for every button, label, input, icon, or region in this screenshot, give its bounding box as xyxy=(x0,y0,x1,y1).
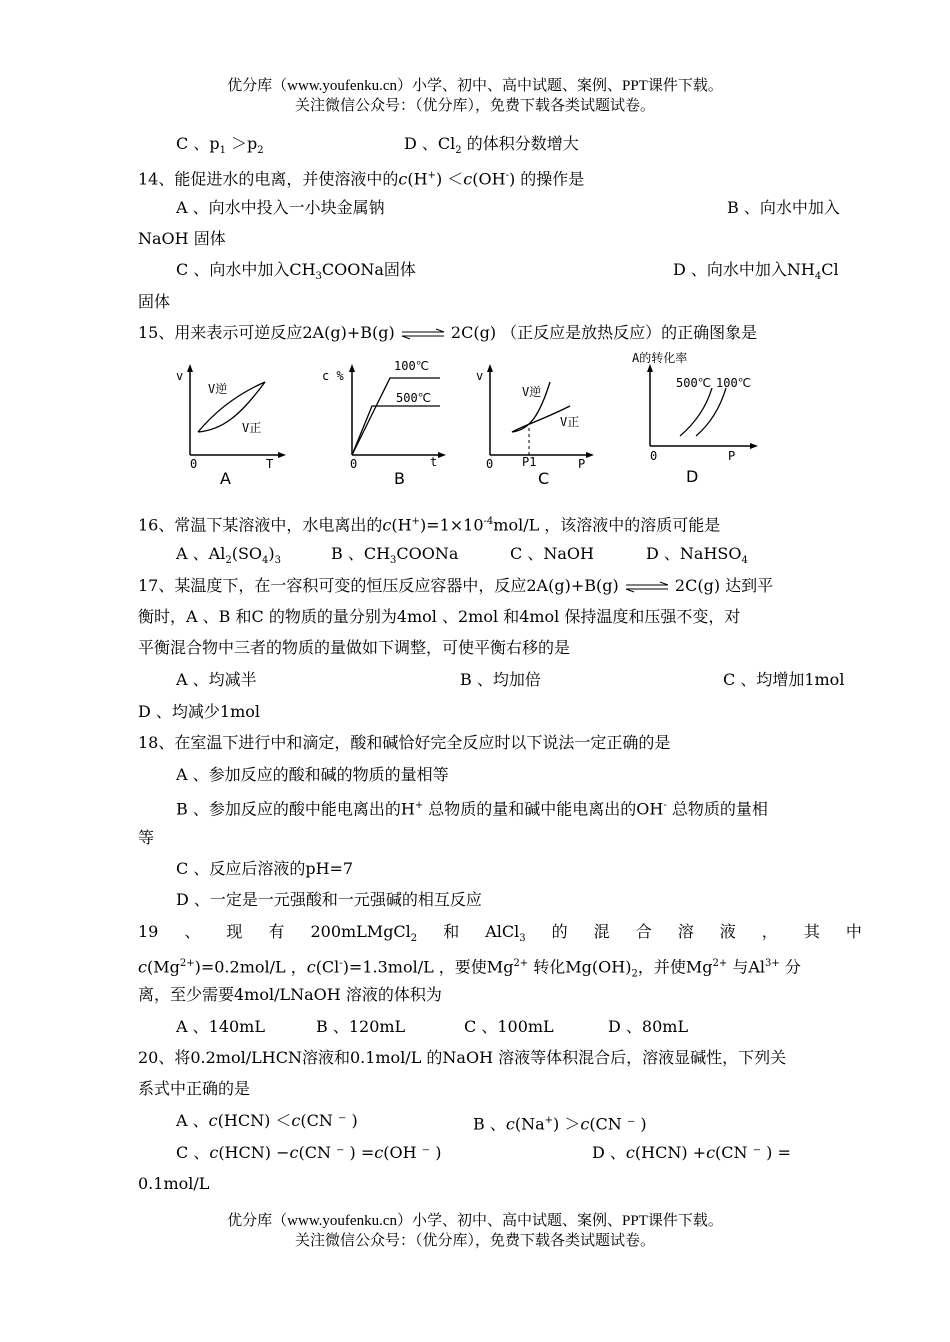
q19-options: A 、140mL B 、120mL C 、100mL D 、80mL xyxy=(176,1017,689,1036)
graph-a xyxy=(170,360,290,494)
graph-a-x-arrow-icon xyxy=(278,452,286,458)
q17-option-a: A 、均减半 xyxy=(176,670,257,689)
graph-c-x-label: P xyxy=(578,457,586,471)
q14-option-b: B 、向水中加入 xyxy=(727,198,840,217)
graph-d-x-arrow-icon xyxy=(750,443,758,449)
graph-a-y-arrow-icon xyxy=(187,364,193,372)
q18-option-b: B 、参加反应的酸中能电离出的H+ 总物质的量和碱中能电离出的OH- 总物质的量相 xyxy=(176,799,768,819)
graph-b-x-label: t xyxy=(430,455,438,469)
graph-d xyxy=(630,352,770,496)
footer-line-1: 优分库（www.youfenku.cn）小学、初中、高中试题、案例、PPT课件下载。 xyxy=(227,1213,723,1229)
graph-b-y-arrow-icon xyxy=(349,364,355,372)
header-line-2: 关注微信公众号：（优分库），免费下载各类试题试卷。 xyxy=(294,98,655,114)
graph-c-letter: C xyxy=(538,469,550,488)
q16-stem: 16、常温下某溶液中，水电离出的$c(H^+)=1\times 10^{-4}mol/L$ ，该溶液中的溶质可能是 xyxy=(138,515,721,535)
q14-option-b-wrap: NaOH 固体 xyxy=(138,229,226,248)
q18-option-b-wrap: 等 xyxy=(138,828,155,847)
graph-d-curve-500 xyxy=(680,388,712,436)
q17-option-b: B 、均加倍 xyxy=(460,670,541,689)
q14-option-a: A 、向水中投入一小块金属钠 xyxy=(176,198,385,217)
graph-b-line-500 xyxy=(352,406,440,455)
graph-b-origin: 0 xyxy=(350,457,358,471)
graph-a-fwd-label: V正 xyxy=(242,421,262,435)
graph-b xyxy=(322,360,452,494)
equilibrium-arrow-icon xyxy=(400,328,446,340)
graph-d-100-label: 100℃ xyxy=(716,376,752,390)
graph-c-fwd-label: V正 xyxy=(560,415,580,429)
graph-c-y-label: v xyxy=(476,369,484,383)
q20-options-ab: A 、c(HCN) ＜c(CN ⁻ ) B 、c(Na+) ＞c(CN ⁻ ) xyxy=(176,1111,647,1134)
q15-stem: 15、用来表示可逆反应2A(g)+B(g) 2C(g) （正反应是放热反应）的正确图象是 xyxy=(138,323,758,342)
graph-c-x-arrow-icon xyxy=(586,452,594,458)
graph-a-rev-label: V逆 xyxy=(208,382,228,396)
header-line-1: 优分库（www.youfenku.cn）小学、初中、高中试题、案例、PPT课件下载。 xyxy=(227,78,723,94)
graph-d-x-label: P xyxy=(728,449,736,463)
q19-line-3: 离，至少需要4mol/LNaOH 溶液的体积为 xyxy=(138,985,442,1004)
q20-option-d-wrap: 0.1mol/L xyxy=(138,1174,210,1193)
q18-option-d: D 、一定是一元强酸和一元强碱的相互反应 xyxy=(176,890,482,909)
footer-line-2: 关注微信公众号：（优分库），免费下载各类试题试卷。 xyxy=(294,1233,655,1249)
graph-b-x-arrow-icon xyxy=(438,452,446,458)
graph-a-y-label: v xyxy=(176,369,184,383)
graph-c-y-arrow-icon xyxy=(487,364,493,372)
q14-stem: 14、能促进水的电离，并使溶液中的c(H+) ＜c(OH-) 的操作是 xyxy=(138,169,585,189)
graph-c-plot xyxy=(472,360,602,490)
graph-b-500-label: 500℃ xyxy=(396,391,432,405)
graph-d-plot xyxy=(630,352,770,492)
equilibrium-arrow-icon xyxy=(624,581,670,593)
graph-d-title: A的转化率 xyxy=(632,351,688,365)
graph-b-letter: B xyxy=(394,469,405,488)
q14-option-d: D 、向水中加入$NH_4Cl$ xyxy=(673,260,839,283)
graph-b-plot xyxy=(322,360,452,490)
graph-d-500-label: 500℃ xyxy=(676,376,712,390)
q17-line-2: 衡时，A 、B 和C 的物质的量分别为4mol 、2mol 和4mol 保持温度和压强不变，对 xyxy=(138,607,741,626)
graph-b-y-label: c % xyxy=(322,369,344,383)
graph-c-origin: 0 xyxy=(486,457,494,471)
q16-options: A 、$Al_2(SO_4)_3$ B 、$CH_3COONa$ C 、NaOH D 、NaHSO$_4$ xyxy=(176,544,748,567)
graph-c-rev-label: V逆 xyxy=(522,385,542,399)
q14-option-d-wrap: 固体 xyxy=(138,292,171,311)
q19-line-1: 19 、 现 有 200mLMgCl$_2$ 和 AlCl$_3$ 的 混 合 溶 液 ， 其 中 xyxy=(138,922,862,945)
q18-option-a: A 、参加反应的酸和碱的物质的量相等 xyxy=(176,765,449,784)
graph-a-plot xyxy=(170,360,290,490)
q13-options-cd: C 、$p_1 >p_2$ D 、$Cl_2$ 的体积分数增大 xyxy=(176,134,579,157)
graph-b-100-label: 100℃ xyxy=(394,359,430,373)
graph-c-p1-label: P1 xyxy=(522,455,537,469)
q17-option-d: D 、均减少1mol xyxy=(138,702,261,721)
q19-line-2: $c(Mg^{2+})=0.2mol/L$ ，c(Cl-)=1.3mol/L ，要使$Mg^{2+}$ 转化$Mg(OH)_2$，并使$Mg^{2+}$ 与$Al^{3+}$ 分 xyxy=(138,957,801,980)
q17-option-c: C 、均增加1mol xyxy=(723,670,845,689)
graph-d-letter: D xyxy=(686,467,699,486)
graph-b-line-100 xyxy=(352,378,440,455)
graph-d-y-arrow-icon xyxy=(647,364,653,372)
q20-stem-2: 系式中正确的是 xyxy=(138,1079,251,1098)
graph-d-origin: 0 xyxy=(650,449,658,463)
graph-a-letter: A xyxy=(220,469,231,488)
graph-c xyxy=(472,360,602,494)
q18-option-c: C 、反应后溶液的pH=7 xyxy=(176,859,354,878)
q14-option-c: C 、向水中加入$CH_3COONa$固体 xyxy=(176,260,416,283)
graph-a-x-label: T xyxy=(266,457,274,471)
q20-options-cd: C 、c(HCN) −c(CN ⁻ ) =c(OH ⁻ ) D 、c(HCN) +c(CN ⁻ ) = xyxy=(176,1143,791,1162)
q17-stem: 17、某温度下，在一容积可变的恒压反应容器中，反应2A(g)+B(g) 2C(g) 达到平 xyxy=(138,576,774,595)
q17-line-3: 平衡混合物中三者的物质的量做如下调整，可使平衡右移的是 xyxy=(138,638,571,657)
q18-stem: 18、在室温下进行中和滴定，酸和碱恰好完全反应时以下说法一定正确的是 xyxy=(138,733,671,752)
graph-a-origin: 0 xyxy=(190,457,198,471)
q20-stem: 20、将0.2mol/LHCN溶液和0.1mol/L 的NaOH 溶液等体积混合后，溶液显碱性，下列关 xyxy=(138,1048,787,1067)
